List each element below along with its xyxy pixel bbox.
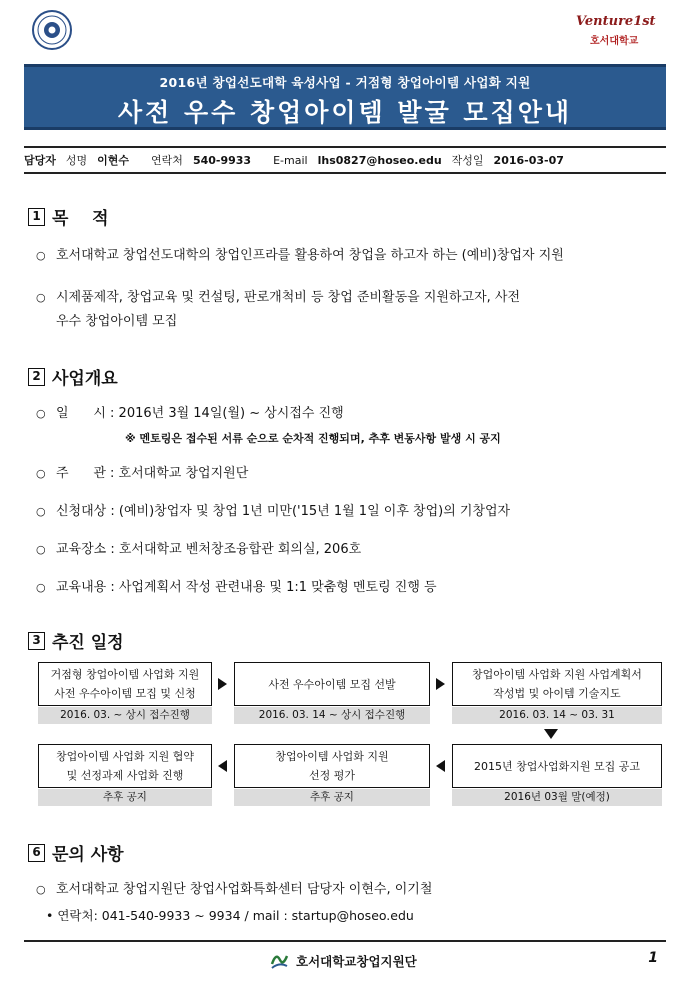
bullet-text: 신청대상 : (예비)창업자 및 창업 1년 미만('15년 1월 1일 이후 창업)의 기창업자 (56, 504, 511, 519)
bullet-marker: ○ (36, 883, 46, 896)
section-schedule (28, 628, 124, 653)
schedule-step-6-date: 추후 공지 (38, 789, 212, 806)
step-text-line: 사전 우수아이템 모집 선발 (268, 677, 396, 691)
schedule-step-5-date: 추후 공지 (234, 789, 430, 806)
schedule-step-3-date: 2016. 03. 14 ~ 03. 31 (452, 707, 662, 724)
page-number: 1 (648, 950, 658, 966)
section-title: 사업개요 (52, 369, 118, 389)
date-label: 작성일 (451, 154, 484, 167)
step-text-line: 창업아이템 사업화 지원 협약 (55, 750, 194, 763)
arrow-left-icon (436, 760, 445, 772)
section-title: 목 적 (52, 209, 109, 229)
schedule-step-6 (38, 744, 212, 788)
section-purpose (28, 204, 109, 229)
overview-target (36, 500, 664, 524)
schedule-step-2-date: 2016. 03. 14 ~ 상시 접수진행 (234, 707, 430, 724)
venture-brand-text: Venture1st (576, 14, 656, 29)
name-label: 성명 (65, 154, 88, 167)
section-overview (28, 364, 118, 389)
bullet-marker: ○ (36, 407, 46, 420)
overview-content (36, 576, 664, 600)
startup-center-logo-icon (268, 950, 290, 972)
overview-date (36, 402, 664, 426)
schedule-step-2 (234, 662, 430, 706)
footer-org-name: 호서대학교창업지원단 (296, 954, 417, 969)
contact-date: 2016-03-07 (493, 153, 564, 167)
bullet-text: 호서대학교 창업선도대학의 창업인프라를 활용하여 창업을 하고자 하는 (예비)창업자 지원 (56, 248, 564, 263)
section-inquiry (28, 840, 124, 865)
section-title: 추진 일정 (52, 633, 124, 653)
bullet-text: 일 시 : 2016년 3월 14일(월) ~ 상시접수 진행 (56, 406, 344, 421)
schedule-step-1 (38, 662, 212, 706)
step-text-line: 2015년 창업사업화지원 모집 공고 (474, 759, 640, 773)
venture-brand-sub: 호서대학교 (590, 36, 639, 47)
arrow-down-icon (544, 729, 558, 739)
section-number: 1 (28, 208, 45, 226)
contact-name: 이현수 (97, 154, 130, 167)
section-number: 3 (28, 632, 45, 650)
bullet-text: 주 관 : 호서대학교 창업지원단 (56, 466, 249, 481)
contact-phone: 540-9933 (192, 153, 252, 167)
arrow-right-icon (218, 678, 227, 690)
footer-org (268, 950, 417, 972)
arrow-right-icon (436, 678, 445, 690)
banner-title: 사전 우수 창업아이템 발굴 모집안내 (117, 98, 573, 127)
inquiry-contact-line: • 연락처: 041-540-9933 ~ 9934 / mail : startup@hoseo.edu (46, 908, 414, 923)
inquiry-bullet (36, 878, 664, 902)
step-text-line: 창업아이템 사업화 지원 (275, 750, 389, 763)
overview-host (36, 462, 664, 486)
contact-strip (24, 146, 666, 174)
bullet-continuation: 우수 창업아이템 모집 (56, 314, 178, 329)
step-text-line: 창업아이템 사업화 지원 사업계획서 (472, 668, 642, 681)
step-text-line: 작성법 및 아이템 기술지도 (493, 687, 621, 700)
title-banner (24, 64, 666, 130)
bullet-marker: ○ (36, 467, 46, 480)
footer-divider (24, 940, 666, 942)
university-seal-logo (32, 10, 72, 50)
venture-1st-logo (576, 12, 660, 48)
arrow-left-icon (218, 760, 227, 772)
phone-label: 연락처 (151, 154, 183, 167)
schedule-step-4 (452, 744, 662, 788)
contact-email: lhs0827@hoseo.edu (317, 153, 442, 167)
schedule-step-4-date: 2016년 03월 말(예정) (452, 789, 662, 806)
section-number: 2 (28, 368, 45, 386)
bullet-marker: ○ (36, 249, 46, 262)
owner-label: 담당자 (24, 154, 56, 167)
overview-place (36, 538, 664, 562)
section-number: 6 (28, 844, 45, 862)
bullet-text: 교육장소 : 호서대학교 벤처창조융합관 회의실, 206호 (56, 542, 362, 557)
mentoring-note: ※ 멘토링은 접수된 서류 순으로 순차적 진행되며, 추후 변동사항 발생 시 공지 (125, 432, 501, 445)
bullet-text: 교육내용 : 사업계획서 작성 관련내용 및 1:1 맞춤형 멘토링 진행 등 (56, 580, 437, 595)
step-text-line: 사전 우수아이템 모집 및 신청 (54, 687, 196, 700)
bullet-marker: ○ (36, 505, 46, 518)
bullet-marker: ○ (36, 291, 46, 304)
step-text-line: 거점형 창업아이템 사업화 지원 (50, 668, 200, 681)
banner-subtitle: 2016년 창업선도대학 육성사업 - 거점형 창업아이템 사업화 지원 (159, 75, 531, 90)
schedule-step-5 (234, 744, 430, 788)
section-title: 문의 사항 (52, 845, 124, 865)
step-text-line: 선정 평가 (308, 769, 355, 782)
purpose-bullet-1 (36, 244, 664, 268)
bullet-marker: ○ (36, 581, 46, 594)
bullet-marker: ○ (36, 543, 46, 556)
schedule-step-1-date: 2016. 03. ~ 상시 접수진행 (38, 707, 212, 724)
step-text-line: 및 선정과제 사업화 진행 (66, 769, 184, 782)
purpose-bullet-2 (36, 286, 664, 334)
bullet-text: 호서대학교 창업지원단 창업사업화특화센터 담당자 이현수, 이기철 (56, 882, 433, 897)
email-label: E-mail (273, 153, 308, 167)
schedule-step-3 (452, 662, 662, 706)
bullet-text: 시제품제작, 창업교육 및 컨설팅, 판로개척비 등 창업 준비활동을 지원하고자, 사전 (56, 290, 521, 305)
